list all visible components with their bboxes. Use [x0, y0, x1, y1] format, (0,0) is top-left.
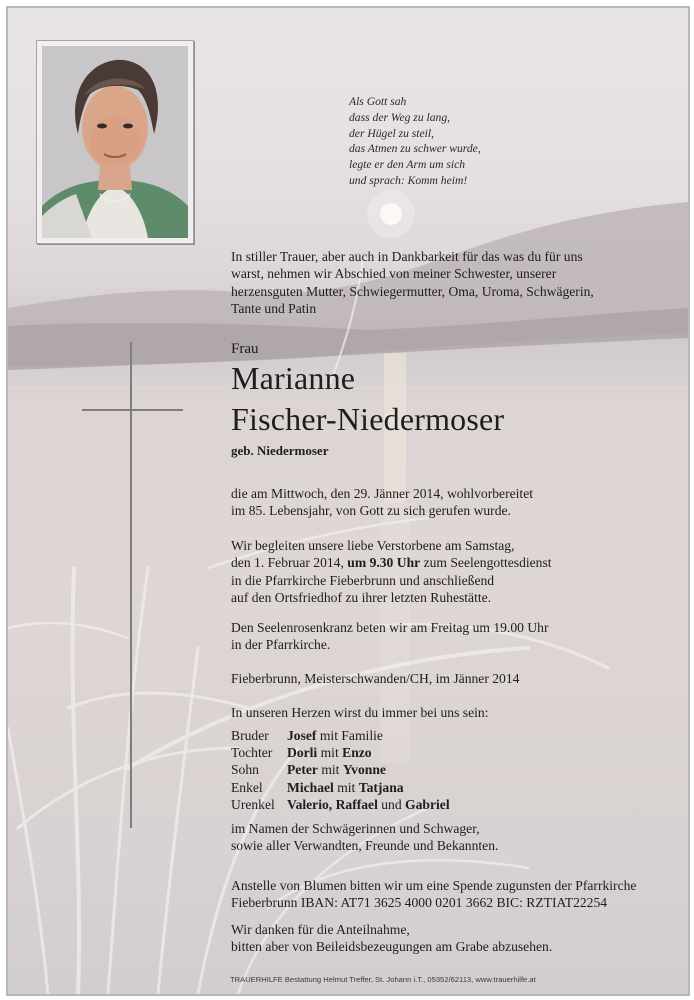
family-row	[231, 727, 450, 744]
intro-line: In stiller Trauer, aber auch in Dankbarkeit für das was du für uns	[231, 249, 583, 264]
family-row	[231, 744, 450, 761]
family-connector: mit	[317, 762, 343, 778]
family-member-name: Gabriel	[405, 796, 450, 812]
deceased-title: Frau	[231, 341, 259, 357]
deceased-first-name: Marianne	[231, 360, 356, 396]
family-connector: mit	[333, 779, 359, 795]
family-member-name: Valerio, Raffael	[287, 796, 378, 812]
family-member-name: Yvonne	[342, 762, 386, 778]
intro-text	[231, 248, 651, 318]
place-and-date	[231, 670, 661, 687]
rosary-info	[231, 619, 661, 654]
family-member-name: Tatjana	[358, 779, 404, 795]
portrait-frame	[36, 40, 194, 244]
family-list	[231, 727, 450, 813]
death-line: im 85. Lebensjahr, von Gott zu sich gerufen wurde.	[231, 503, 511, 519]
family-relation: Bruder	[231, 728, 269, 743]
intro-line: Tante und Patin	[231, 301, 317, 317]
cross-vertical-bar	[130, 342, 132, 828]
poem-line: der Hügel zu steil,	[349, 126, 435, 140]
donation-line: Anstelle von Blumen bitten wir um eine Spende zugunsten der Pfarrkirche	[231, 878, 637, 893]
family-member-name: Dorli	[287, 745, 318, 761]
inlaws-line: sowie aller Verwandten, Freunde und Bekannten.	[231, 838, 499, 854]
thanks-text	[231, 921, 661, 956]
inlaws-line: im Namen der Schwägerinnen und Schwager,	[231, 821, 480, 836]
poem-line: dass der Weg zu lang,	[349, 110, 451, 124]
family-member-name: Michael	[287, 779, 334, 795]
funeral-info	[231, 537, 661, 607]
hearts-text: In unseren Herzen wirst du immer bei uns sein:	[231, 705, 489, 720]
funeral-service: zum Seelengottesdienst	[420, 555, 552, 571]
poem-line: und sprach: Komm heim!	[349, 173, 468, 187]
death-line: die am Mittwoch, den 29. Jänner 2014, wohlvorbereitet	[231, 486, 534, 501]
family-relation: Tochter	[231, 745, 273, 761]
death-announcement	[231, 485, 661, 520]
deceased-birth-name: geb. Niedermoser	[231, 443, 329, 458]
portrait-photo	[42, 46, 188, 238]
funeral-line: auf den Ortsfriedhof zu ihrer letzten Ruhestätte.	[231, 590, 492, 606]
thanks-line: bitten aber von Beileidsbezeugungen am Grabe abzusehen.	[231, 939, 553, 955]
poem	[349, 94, 579, 189]
place-date-line: Fieberbrunn, Meisterschwanden/CH, im Jänner 2014	[231, 671, 520, 686]
donation-line: Fieberbrunn IBAN: AT71 3625 4000 0201 3662 BIC: RZTIAT22254	[231, 895, 608, 911]
funeral-time: um 9.30 Uhr	[347, 555, 421, 571]
funeral-home-footer: TRAUERHILFE Bestattung Helmut Treffer, St. Johann i.T., 05352/62113, www.trauerhilfe.at	[230, 975, 536, 984]
intro-line: warst, nehmen wir Abschied von meiner Schwester, unserer	[231, 266, 557, 282]
funeral-line: Wir begleiten unsere liebe Verstorbene am Samstag,	[231, 538, 515, 553]
family-connector: mit	[317, 745, 343, 761]
inlaws-text	[231, 820, 661, 855]
poem-line: legte er den Arm um sich	[349, 158, 466, 172]
rosary-line: Den Seelenrosenkranz beten wir am Freitag um 19.00 Uhr	[231, 620, 549, 635]
family-connector: und	[377, 796, 406, 812]
intro-line: herzensguten Mutter, Schwiegermutter, Oma, Uroma, Schwägerin,	[231, 283, 594, 299]
sun-glow	[367, 190, 415, 238]
family-relation: Sohn	[231, 762, 259, 778]
family-relation: Urenkel	[231, 796, 275, 812]
family-relation: Enkel	[231, 779, 263, 795]
poem-line: Als Gott sah	[349, 95, 407, 108]
deceased-last-name: Fischer-Niedermoser	[231, 401, 505, 437]
obituary-card	[6, 6, 690, 996]
funeral-date: den 1. Februar 2014,	[231, 555, 348, 571]
family-member-name: Josef	[287, 728, 317, 743]
donation-request	[231, 877, 661, 912]
cross-horizontal-bar	[82, 409, 183, 411]
family-member-name: Peter	[287, 762, 318, 778]
funeral-line	[231, 554, 661, 571]
family-row	[231, 796, 450, 813]
poem-line: das Atmen zu schwer wurde,	[349, 142, 481, 156]
hearts-line	[231, 704, 661, 721]
family-connector: mit Familie	[316, 728, 383, 743]
thanks-line: Wir danken für die Anteilnahme,	[231, 922, 410, 937]
funeral-line: in die Pfarrkirche Fieberbrunn und anschließend	[231, 572, 495, 588]
family-member-name: Enzo	[342, 745, 372, 761]
rosary-line: in der Pfarrkirche.	[231, 637, 331, 653]
family-row	[231, 779, 450, 796]
family-row	[231, 761, 450, 778]
